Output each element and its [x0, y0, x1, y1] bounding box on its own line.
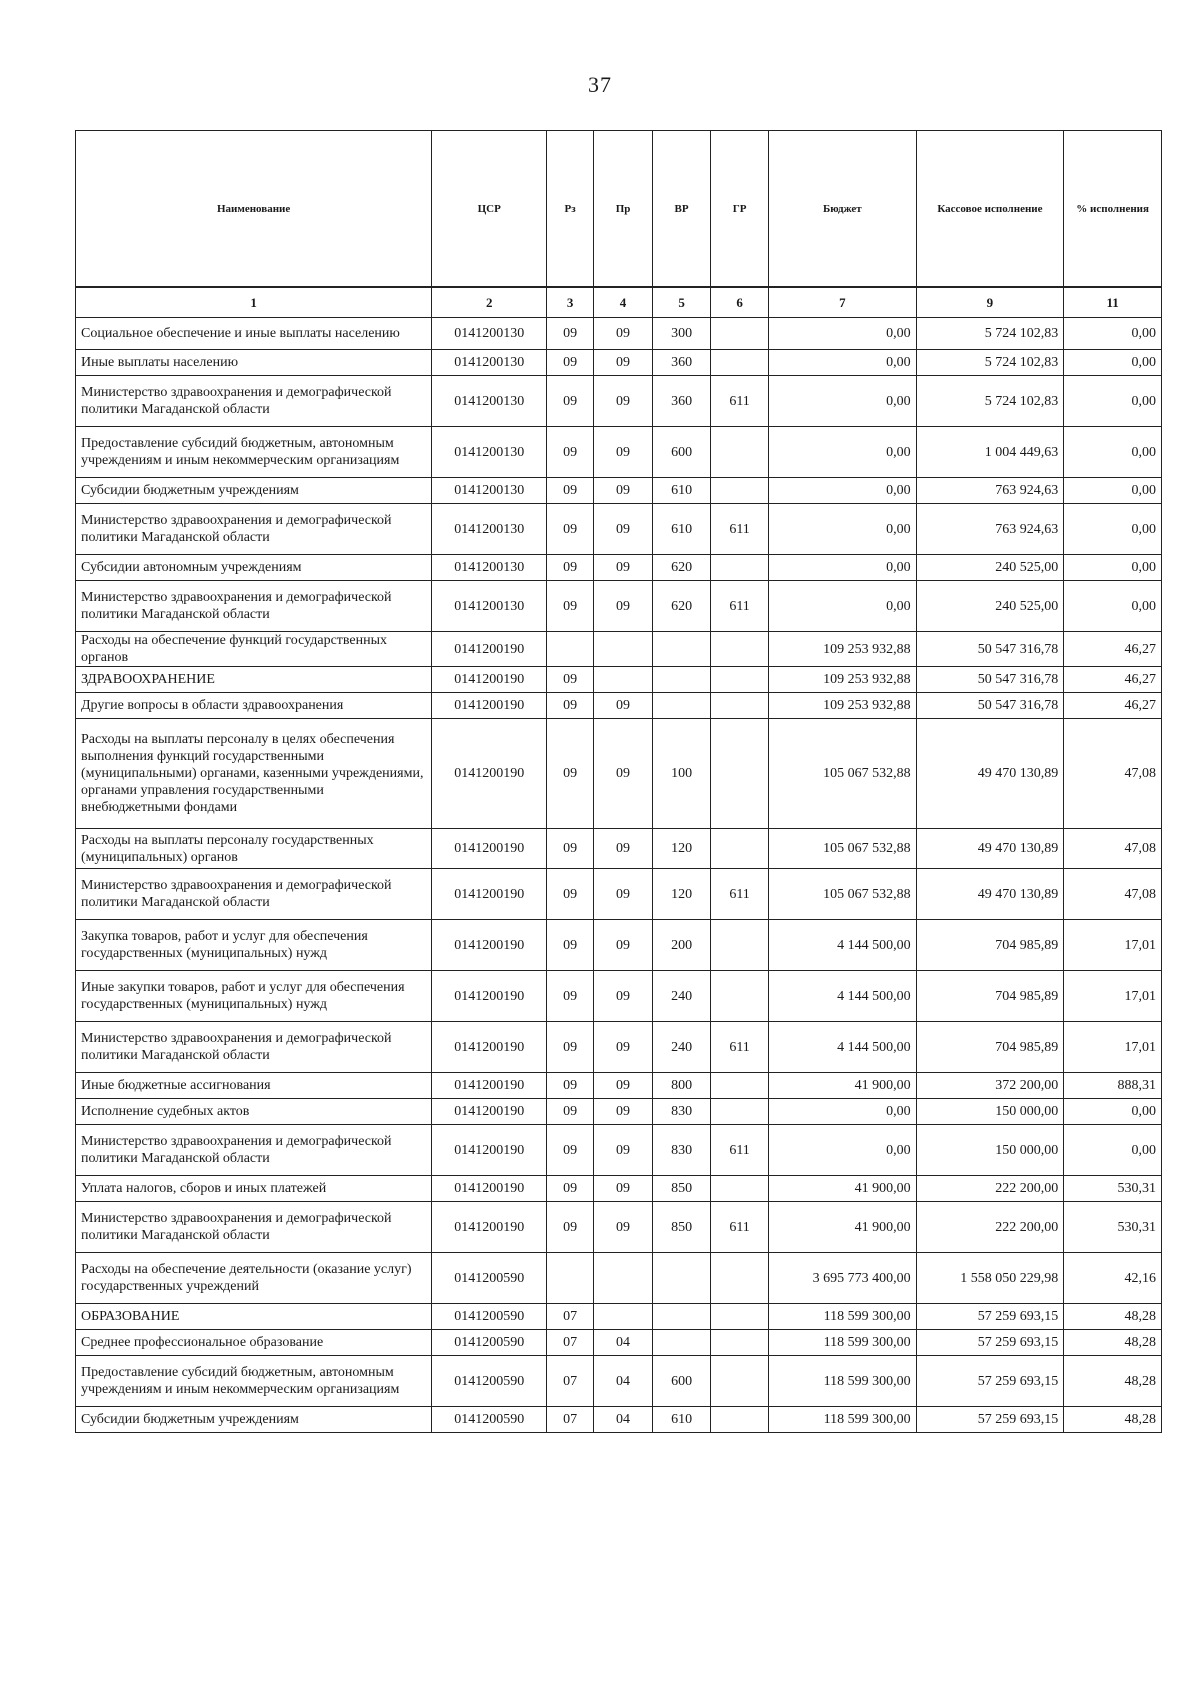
row-csr: 0141200190 — [432, 1073, 547, 1099]
row-gr — [711, 693, 769, 719]
row-pr: 09 — [594, 1073, 653, 1099]
table-row — [76, 971, 1162, 1022]
row-csr: 0141200190 — [432, 829, 547, 869]
row-cash-execution: 763 924,63 — [916, 478, 1064, 504]
header-vr: ВР — [653, 131, 711, 288]
row-rz: 09 — [547, 555, 594, 581]
column-number: 7 — [769, 287, 917, 318]
row-gr — [711, 1304, 769, 1330]
row-cash-execution: 240 525,00 — [916, 581, 1064, 632]
row-csr: 0141200190 — [432, 920, 547, 971]
row-csr: 0141200190 — [432, 1125, 547, 1176]
table-row — [76, 1073, 1162, 1099]
row-csr: 0141200130 — [432, 504, 547, 555]
row-percent-execution: 46,27 — [1064, 632, 1162, 667]
header-budget: Бюджет — [769, 131, 917, 288]
row-pr: 09 — [594, 427, 653, 478]
row-percent-execution: 0,00 — [1064, 581, 1162, 632]
row-vr — [653, 667, 711, 693]
row-vr — [653, 632, 711, 667]
table-row — [76, 504, 1162, 555]
row-budget: 0,00 — [769, 478, 917, 504]
row-cash-execution: 50 547 316,78 — [916, 632, 1064, 667]
row-vr: 800 — [653, 1073, 711, 1099]
row-rz: 09 — [547, 427, 594, 478]
row-percent-execution: 0,00 — [1064, 504, 1162, 555]
row-rz: 07 — [547, 1356, 594, 1407]
row-name: Расходы на выплаты персоналу государственных (муниципальных) органов — [76, 829, 432, 869]
row-csr: 0141200190 — [432, 1099, 547, 1125]
row-gr — [711, 478, 769, 504]
row-vr: 850 — [653, 1176, 711, 1202]
row-rz: 09 — [547, 920, 594, 971]
row-name: Расходы на обеспечение деятельности (оказание услуг) государственных учреждений — [76, 1253, 432, 1304]
table-row — [76, 869, 1162, 920]
row-name: ОБРАЗОВАНИЕ — [76, 1304, 432, 1330]
row-gr: 611 — [711, 869, 769, 920]
column-number: 9 — [916, 287, 1064, 318]
table-row — [76, 1407, 1162, 1433]
row-vr: 610 — [653, 1407, 711, 1433]
row-csr: 0141200190 — [432, 1176, 547, 1202]
row-vr: 850 — [653, 1202, 711, 1253]
row-cash-execution: 150 000,00 — [916, 1099, 1064, 1125]
row-budget: 118 599 300,00 — [769, 1304, 917, 1330]
row-csr: 0141200130 — [432, 581, 547, 632]
row-pr: 09 — [594, 478, 653, 504]
row-pr: 09 — [594, 1176, 653, 1202]
row-name: Иные выплаты населению — [76, 350, 432, 376]
header-csr: ЦСР — [432, 131, 547, 288]
row-rz: 09 — [547, 829, 594, 869]
row-percent-execution: 42,16 — [1064, 1253, 1162, 1304]
table-row — [76, 555, 1162, 581]
row-name: Предоставление субсидий бюджетным, автономным учреждениям и иным некоммерческим организациям — [76, 427, 432, 478]
row-cash-execution: 704 985,89 — [916, 920, 1064, 971]
table-row — [76, 719, 1162, 829]
row-percent-execution: 530,31 — [1064, 1202, 1162, 1253]
row-csr: 0141200190 — [432, 667, 547, 693]
row-name: Иные бюджетные ассигнования — [76, 1073, 432, 1099]
row-cash-execution: 704 985,89 — [916, 1022, 1064, 1073]
row-rz: 07 — [547, 1330, 594, 1356]
row-csr: 0141200590 — [432, 1330, 547, 1356]
row-name: Министерство здравоохранения и демографической политики Магаданской области — [76, 504, 432, 555]
row-budget: 41 900,00 — [769, 1202, 917, 1253]
row-percent-execution: 46,27 — [1064, 667, 1162, 693]
row-pr: 04 — [594, 1407, 653, 1433]
table-row — [76, 1356, 1162, 1407]
row-pr: 09 — [594, 829, 653, 869]
row-name: Исполнение судебных актов — [76, 1099, 432, 1125]
row-cash-execution: 57 259 693,15 — [916, 1407, 1064, 1433]
row-name: Социальное обеспечение и иные выплаты населению — [76, 318, 432, 350]
row-percent-execution: 0,00 — [1064, 318, 1162, 350]
row-cash-execution: 5 724 102,83 — [916, 376, 1064, 427]
row-percent-execution: 888,31 — [1064, 1073, 1162, 1099]
row-vr: 360 — [653, 350, 711, 376]
row-pr: 09 — [594, 318, 653, 350]
row-name: Расходы на обеспечение функций государственных органов — [76, 632, 432, 667]
row-pr: 09 — [594, 504, 653, 555]
column-number: 5 — [653, 287, 711, 318]
row-rz: 09 — [547, 693, 594, 719]
row-rz: 09 — [547, 504, 594, 555]
row-cash-execution: 49 470 130,89 — [916, 829, 1064, 869]
table-row — [76, 920, 1162, 971]
row-pr — [594, 1253, 653, 1304]
table-row — [76, 1176, 1162, 1202]
row-rz: 09 — [547, 581, 594, 632]
row-rz: 07 — [547, 1407, 594, 1433]
row-budget: 4 144 500,00 — [769, 920, 917, 971]
row-percent-execution: 46,27 — [1064, 693, 1162, 719]
row-vr: 610 — [653, 504, 711, 555]
row-cash-execution: 240 525,00 — [916, 555, 1064, 581]
row-name: Предоставление субсидий бюджетным, автономным учреждениям и иным некоммерческим организациям — [76, 1356, 432, 1407]
row-vr: 600 — [653, 427, 711, 478]
table-row — [76, 427, 1162, 478]
row-cash-execution: 763 924,63 — [916, 504, 1064, 555]
table-row — [76, 1304, 1162, 1330]
row-percent-execution: 0,00 — [1064, 478, 1162, 504]
row-vr: 360 — [653, 376, 711, 427]
row-cash-execution: 704 985,89 — [916, 971, 1064, 1022]
header-percent-execution: % исполнения — [1064, 131, 1162, 288]
row-csr: 0141200130 — [432, 376, 547, 427]
row-name: Другие вопросы в области здравоохранения — [76, 693, 432, 719]
row-rz: 07 — [547, 1304, 594, 1330]
row-gr: 611 — [711, 504, 769, 555]
table-row — [76, 632, 1162, 667]
row-pr: 09 — [594, 920, 653, 971]
row-budget: 105 067 532,88 — [769, 829, 917, 869]
row-rz: 09 — [547, 971, 594, 1022]
row-csr: 0141200130 — [432, 555, 547, 581]
row-rz: 09 — [547, 1022, 594, 1073]
row-name: Министерство здравоохранения и демографической политики Магаданской области — [76, 1125, 432, 1176]
row-budget: 105 067 532,88 — [769, 869, 917, 920]
row-name: Министерство здравоохранения и демографической политики Магаданской области — [76, 1022, 432, 1073]
row-pr: 09 — [594, 350, 653, 376]
row-gr — [711, 719, 769, 829]
row-csr: 0141200190 — [432, 1202, 547, 1253]
row-vr: 300 — [653, 318, 711, 350]
row-pr: 04 — [594, 1330, 653, 1356]
row-budget: 0,00 — [769, 350, 917, 376]
row-name: Министерство здравоохранения и демографической политики Магаданской области — [76, 1202, 432, 1253]
row-gr — [711, 920, 769, 971]
row-budget: 3 695 773 400,00 — [769, 1253, 917, 1304]
row-csr: 0141200190 — [432, 1022, 547, 1073]
row-cash-execution: 1 558 050 229,98 — [916, 1253, 1064, 1304]
row-budget: 4 144 500,00 — [769, 1022, 917, 1073]
row-vr: 120 — [653, 829, 711, 869]
table-row — [76, 1202, 1162, 1253]
row-cash-execution: 1 004 449,63 — [916, 427, 1064, 478]
row-rz: 09 — [547, 1099, 594, 1125]
row-pr: 09 — [594, 555, 653, 581]
row-rz: 09 — [547, 1176, 594, 1202]
row-pr — [594, 1304, 653, 1330]
row-vr: 830 — [653, 1125, 711, 1176]
row-csr: 0141200130 — [432, 318, 547, 350]
row-gr — [711, 555, 769, 581]
row-vr: 120 — [653, 869, 711, 920]
column-number-row — [76, 287, 1162, 318]
row-pr: 09 — [594, 1099, 653, 1125]
row-percent-execution: 0,00 — [1064, 350, 1162, 376]
page-number: 37 — [588, 72, 612, 97]
row-pr: 09 — [594, 1022, 653, 1073]
row-budget: 118 599 300,00 — [769, 1407, 917, 1433]
row-csr: 0141200590 — [432, 1253, 547, 1304]
row-vr: 100 — [653, 719, 711, 829]
header-name: Наименование — [76, 131, 432, 288]
row-percent-execution: 530,31 — [1064, 1176, 1162, 1202]
row-cash-execution: 49 470 130,89 — [916, 869, 1064, 920]
row-budget: 118 599 300,00 — [769, 1356, 917, 1407]
row-cash-execution: 49 470 130,89 — [916, 719, 1064, 829]
row-csr: 0141200590 — [432, 1407, 547, 1433]
header-rz: Рз — [547, 131, 594, 288]
row-rz: 09 — [547, 1073, 594, 1099]
row-csr: 0141200190 — [432, 869, 547, 920]
row-pr: 09 — [594, 971, 653, 1022]
row-pr: 09 — [594, 869, 653, 920]
row-budget: 109 253 932,88 — [769, 632, 917, 667]
row-percent-execution: 48,28 — [1064, 1356, 1162, 1407]
table-row — [76, 1253, 1162, 1304]
row-gr: 611 — [711, 376, 769, 427]
table-row — [76, 667, 1162, 693]
row-pr: 09 — [594, 581, 653, 632]
row-budget: 0,00 — [769, 427, 917, 478]
row-percent-execution: 17,01 — [1064, 971, 1162, 1022]
row-cash-execution: 57 259 693,15 — [916, 1330, 1064, 1356]
row-rz: 09 — [547, 869, 594, 920]
table-row — [76, 318, 1162, 350]
row-gr — [711, 1176, 769, 1202]
row-cash-execution: 50 547 316,78 — [916, 693, 1064, 719]
row-cash-execution: 57 259 693,15 — [916, 1356, 1064, 1407]
row-vr: 200 — [653, 920, 711, 971]
row-gr — [711, 971, 769, 1022]
row-rz: 09 — [547, 1125, 594, 1176]
row-budget: 109 253 932,88 — [769, 693, 917, 719]
row-percent-execution: 48,28 — [1064, 1330, 1162, 1356]
row-name: Субсидии бюджетным учреждениям — [76, 1407, 432, 1433]
row-budget: 0,00 — [769, 376, 917, 427]
row-pr: 09 — [594, 1202, 653, 1253]
row-percent-execution: 0,00 — [1064, 1125, 1162, 1176]
row-pr: 09 — [594, 693, 653, 719]
table-row — [76, 581, 1162, 632]
row-budget: 105 067 532,88 — [769, 719, 917, 829]
row-name: ЗДРАВООХРАНЕНИЕ — [76, 667, 432, 693]
row-pr: 04 — [594, 1356, 653, 1407]
row-vr — [653, 1253, 711, 1304]
row-gr — [711, 318, 769, 350]
row-budget: 0,00 — [769, 1099, 917, 1125]
row-vr: 600 — [653, 1356, 711, 1407]
column-number: 6 — [711, 287, 769, 318]
row-cash-execution: 222 200,00 — [916, 1202, 1064, 1253]
table-row — [76, 1099, 1162, 1125]
row-cash-execution: 57 259 693,15 — [916, 1304, 1064, 1330]
row-pr — [594, 667, 653, 693]
row-name: Субсидии бюджетным учреждениям — [76, 478, 432, 504]
row-percent-execution: 17,01 — [1064, 920, 1162, 971]
row-gr: 611 — [711, 1022, 769, 1073]
row-name: Среднее профессиональное образование — [76, 1330, 432, 1356]
row-percent-execution: 48,28 — [1064, 1407, 1162, 1433]
row-budget: 109 253 932,88 — [769, 667, 917, 693]
table-body — [76, 318, 1162, 1433]
column-number: 4 — [594, 287, 653, 318]
header-gr: ГР — [711, 131, 769, 288]
row-rz — [547, 632, 594, 667]
table-row — [76, 1022, 1162, 1073]
row-percent-execution: 0,00 — [1064, 1099, 1162, 1125]
row-gr — [711, 1099, 769, 1125]
row-name: Иные закупки товаров, работ и услуг для обеспечения государственных (муниципальных) нужд — [76, 971, 432, 1022]
row-gr — [711, 1407, 769, 1433]
row-budget: 0,00 — [769, 504, 917, 555]
row-percent-execution: 48,28 — [1064, 1304, 1162, 1330]
row-rz: 09 — [547, 1202, 594, 1253]
row-percent-execution: 17,01 — [1064, 1022, 1162, 1073]
header-pr: Пр — [594, 131, 653, 288]
column-number: 2 — [432, 287, 547, 318]
row-csr: 0141200130 — [432, 427, 547, 478]
row-csr: 0141200190 — [432, 971, 547, 1022]
row-rz: 09 — [547, 376, 594, 427]
row-cash-execution: 5 724 102,83 — [916, 318, 1064, 350]
row-rz: 09 — [547, 478, 594, 504]
row-gr — [711, 1253, 769, 1304]
row-gr — [711, 829, 769, 869]
row-gr — [711, 1330, 769, 1356]
row-vr — [653, 1330, 711, 1356]
column-number: 11 — [1064, 287, 1162, 318]
row-vr: 610 — [653, 478, 711, 504]
row-gr: 611 — [711, 1202, 769, 1253]
table-row — [76, 1125, 1162, 1176]
row-vr — [653, 693, 711, 719]
row-vr — [653, 1304, 711, 1330]
row-pr: 09 — [594, 1125, 653, 1176]
row-name: Министерство здравоохранения и демографической политики Магаданской области — [76, 869, 432, 920]
row-gr — [711, 632, 769, 667]
row-gr — [711, 667, 769, 693]
row-budget: 0,00 — [769, 1125, 917, 1176]
row-rz: 09 — [547, 719, 594, 829]
row-vr: 620 — [653, 581, 711, 632]
table-row — [76, 693, 1162, 719]
row-pr: 09 — [594, 376, 653, 427]
table-row — [76, 376, 1162, 427]
header-row — [76, 131, 1162, 288]
row-name: Закупка товаров, работ и услуг для обеспечения государственных (муниципальных) нужд — [76, 920, 432, 971]
row-csr: 0141200590 — [432, 1304, 547, 1330]
table-row — [76, 1330, 1162, 1356]
row-name: Министерство здравоохранения и демографической политики Магаданской области — [76, 376, 432, 427]
row-vr: 240 — [653, 971, 711, 1022]
row-budget: 4 144 500,00 — [769, 971, 917, 1022]
row-percent-execution: 47,08 — [1064, 719, 1162, 829]
row-name: Субсидии автономным учреждениям — [76, 555, 432, 581]
row-name: Расходы на выплаты персоналу в целях обеспечения выполнения функций государственными (муниципальными) органами, казенными учреждениями, органами управления государственными внебюджетными фондами — [76, 719, 432, 829]
table-row — [76, 829, 1162, 869]
row-rz: 09 — [547, 350, 594, 376]
row-csr: 0141200130 — [432, 350, 547, 376]
row-budget: 0,00 — [769, 318, 917, 350]
row-cash-execution: 222 200,00 — [916, 1176, 1064, 1202]
budget-execution-table — [75, 130, 1162, 1433]
row-budget: 0,00 — [769, 555, 917, 581]
column-number: 3 — [547, 287, 594, 318]
row-pr: 09 — [594, 719, 653, 829]
header-cash-execution: Кассовое исполнение — [916, 131, 1064, 288]
row-csr: 0141200130 — [432, 478, 547, 504]
row-vr: 620 — [653, 555, 711, 581]
row-gr — [711, 427, 769, 478]
row-percent-execution: 47,08 — [1064, 869, 1162, 920]
row-rz: 09 — [547, 667, 594, 693]
row-gr — [711, 1356, 769, 1407]
row-budget: 41 900,00 — [769, 1073, 917, 1099]
row-csr: 0141200190 — [432, 719, 547, 829]
row-csr: 0141200190 — [432, 693, 547, 719]
row-csr: 0141200190 — [432, 632, 547, 667]
row-vr: 830 — [653, 1099, 711, 1125]
row-cash-execution: 372 200,00 — [916, 1073, 1064, 1099]
row-percent-execution: 0,00 — [1064, 555, 1162, 581]
row-percent-execution: 47,08 — [1064, 829, 1162, 869]
row-gr — [711, 350, 769, 376]
row-gr — [711, 1073, 769, 1099]
row-budget: 0,00 — [769, 581, 917, 632]
row-name: Уплата налогов, сборов и иных платежей — [76, 1176, 432, 1202]
column-number: 1 — [76, 287, 432, 318]
row-cash-execution: 150 000,00 — [916, 1125, 1064, 1176]
table-row — [76, 478, 1162, 504]
table-row — [76, 350, 1162, 376]
row-rz — [547, 1253, 594, 1304]
row-name: Министерство здравоохранения и демографической политики Магаданской области — [76, 581, 432, 632]
row-pr — [594, 632, 653, 667]
row-rz: 09 — [547, 318, 594, 350]
row-percent-execution: 0,00 — [1064, 427, 1162, 478]
row-csr: 0141200590 — [432, 1356, 547, 1407]
row-gr: 611 — [711, 581, 769, 632]
row-gr: 611 — [711, 1125, 769, 1176]
row-cash-execution: 5 724 102,83 — [916, 350, 1064, 376]
row-budget: 41 900,00 — [769, 1176, 917, 1202]
row-vr: 240 — [653, 1022, 711, 1073]
row-cash-execution: 50 547 316,78 — [916, 667, 1064, 693]
row-percent-execution: 0,00 — [1064, 376, 1162, 427]
row-budget: 118 599 300,00 — [769, 1330, 917, 1356]
